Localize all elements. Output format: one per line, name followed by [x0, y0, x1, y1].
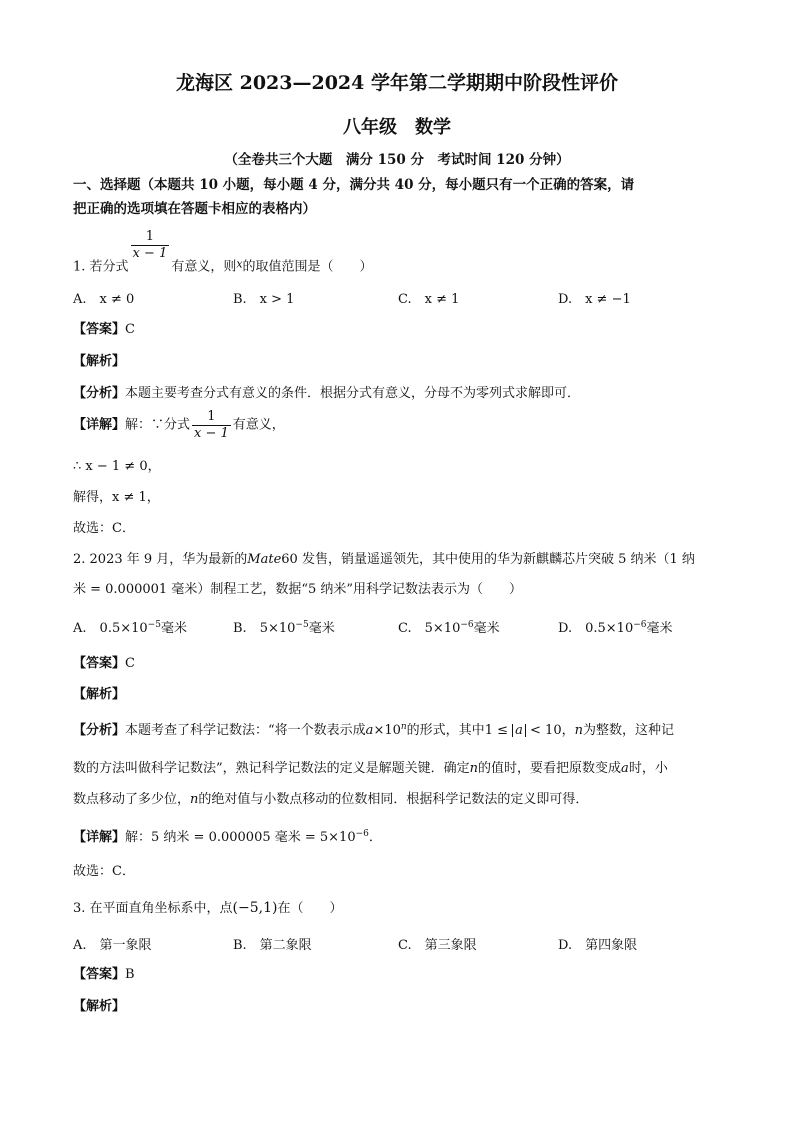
- q2-an1-form-a: a: [365, 723, 374, 738]
- q1-step2: 解得，x ≠ 1，: [73, 490, 160, 505]
- page-subtitle: 八年级 数学: [343, 117, 451, 138]
- q2-an1-ineq-right: < 10: [525, 723, 562, 738]
- q1-answer: C: [125, 322, 135, 337]
- q1-option-b: B. x > 1: [233, 292, 295, 307]
- q2-analysis-line2: [73, 757, 668, 776]
- q2-option-b-exp: −5: [295, 620, 309, 630]
- q1-analysis-label: 【解析】: [73, 354, 126, 369]
- answer-label: 【答案】: [73, 656, 126, 671]
- q3-option-b: B. 第二象限: [233, 938, 312, 953]
- q2-an1-ineq-left: 1 ≤: [484, 723, 513, 738]
- q2-analysis-line3: [73, 788, 588, 807]
- q1-option-a: A. x ≠ 0: [73, 292, 135, 307]
- q1-suffix: 的取值范围是（ ）: [242, 259, 373, 275]
- xiangjie-label: 【详解】: [73, 830, 126, 845]
- q1-analysis-text: 本题主要考查分式有意义的条件．根据分式有意义，分母不为零列式求解即可．: [125, 386, 581, 401]
- q2-option-d: [558, 617, 673, 636]
- q2-option-c-unit: 毫米: [473, 621, 500, 636]
- answer-label: 【答案】: [73, 967, 126, 982]
- q2-an1-a: 本题考查了科学记数法：“将一个数表示成: [125, 723, 366, 738]
- q1-answer-line: [73, 318, 135, 337]
- q3-stem: [73, 897, 342, 916]
- q2-option-b-base: 5×10: [259, 621, 296, 636]
- q1-detail-frac-denominator: x − 1: [194, 425, 229, 441]
- q3-option-a: A. 第一象限: [73, 938, 152, 953]
- q1-frac-denominator: x − 1: [132, 245, 168, 261]
- q2-an2-c: 时，小: [628, 761, 668, 776]
- q2-option-a-exp: −5: [147, 620, 161, 630]
- q2-option-d-base: 0.5×10: [585, 621, 634, 636]
- q3-suffix: 在（ ）: [277, 901, 343, 916]
- q2-line1-prefix: 2. 2023 年 9 月，华为最新的: [73, 552, 248, 567]
- q1-conclusion: 故选：C．: [73, 521, 135, 536]
- q2-an3-a: 数点移动了多少位，: [73, 792, 191, 807]
- q2-detail-line: [73, 826, 382, 845]
- q2-an2-b: 的值时，要看把原数变成: [478, 761, 622, 776]
- q3-answer: B: [125, 967, 135, 982]
- exam-info: （全卷共三个大题 满分 150 分 考试时间 120 分钟）: [224, 152, 570, 168]
- q2-option-d-unit: 毫米: [646, 621, 673, 636]
- q2-option-b-letter: B.: [233, 621, 247, 636]
- q2-an2-a-var: a: [621, 761, 629, 776]
- q1-prefix: 1. 若分式: [73, 259, 129, 275]
- q2-analysis-line1: [73, 719, 674, 738]
- q2-detail-text: 解：5 纳米 = 0.000005 毫米 = 5×10: [125, 830, 356, 845]
- q1-detail-frac-numerator: 1: [192, 410, 231, 426]
- q2-an1-form-times: ×10: [373, 723, 401, 738]
- q2-stem-line2: 米 = 0.000001 毫米）制程工艺，数据“5 纳米”用科学记数法表示为（ ）: [73, 582, 523, 597]
- q2-option-a: [73, 617, 187, 636]
- q1-analysis-line: [73, 382, 580, 401]
- q1-var: x: [236, 257, 243, 271]
- q2-an1-c: ，: [561, 723, 575, 738]
- q3-point: (−5,1): [232, 900, 278, 916]
- section-heading-line1: 一、选择题（本题共 10 小题，每小题 4 分，满分共 40 分，每小题只有一个正确的答案，请: [73, 177, 635, 193]
- q1-detail-suffix: 有意义，: [232, 417, 285, 433]
- q2-detail-exp: −6: [355, 829, 369, 839]
- answer-label: 【答案】: [73, 322, 126, 337]
- q1-frac-numerator: 1: [131, 230, 170, 246]
- q2-an1-form-n: n: [400, 722, 407, 732]
- q1-fraction: [131, 230, 170, 260]
- q2-option-b-unit: 毫米: [308, 621, 335, 636]
- q2-stem-line1: [73, 548, 695, 567]
- question-1-stem: [73, 230, 373, 275]
- q2-answer-line: [73, 652, 135, 671]
- q2-option-c: [398, 617, 500, 636]
- q2-an1-d: 为整数，这种记: [582, 723, 674, 738]
- q3-prefix: 3. 在平面直角坐标系中，点: [73, 901, 233, 916]
- q2-option-d-exp: −6: [633, 620, 647, 630]
- q1-detail-prefix: 解：∵分式: [125, 417, 191, 433]
- q2-an2-a: 数的方法叫做科学记数法”，熟记科学记数法的定义是解题关键．确定: [73, 761, 470, 776]
- q2-option-c-exp: −6: [460, 620, 474, 630]
- q2-answer: C: [125, 656, 135, 671]
- q2-conclusion: 故选：C．: [73, 864, 135, 879]
- q2-option-d-letter: D.: [558, 621, 573, 636]
- q2-option-c-letter: C.: [398, 621, 412, 636]
- q1-detail-line: [73, 410, 285, 440]
- q1-detail-fraction: [192, 410, 231, 440]
- q2-option-a-letter: A.: [73, 621, 87, 636]
- q1-option-c: C. x ≠ 1: [398, 292, 460, 307]
- xiangjie-label: 【详解】: [73, 417, 126, 433]
- q3-answer-line: [73, 963, 135, 982]
- fenxi-label: 【分析】: [73, 723, 126, 738]
- q2-option-a-unit: 毫米: [160, 621, 187, 636]
- q2-mate: Mate: [247, 552, 282, 567]
- q2-an1-b: 的形式，其中: [406, 723, 485, 738]
- q2-line1-suffix: 60 发售，销量遥遥领先，其中使用的华为新麒麟芯片突破 5 纳米（1 纳: [281, 552, 695, 567]
- q2-abs-a: a: [512, 724, 526, 737]
- page-title: 龙海区 2023—2024 学年第二学期期中阶段性评价: [176, 72, 618, 94]
- q2-an3-n: n: [190, 792, 199, 807]
- q2-option-c-base: 5×10: [424, 621, 461, 636]
- section-heading-line2: 把正确的选项填在答题卡相应的表格内）: [73, 201, 316, 217]
- q2-an1-n: n: [574, 723, 583, 738]
- q2-detail-end: ．: [368, 830, 382, 845]
- q2-an2-n: n: [469, 761, 479, 776]
- q1-step1: ∴ x − 1 ≠ 0，: [73, 459, 161, 474]
- q1-option-d: D. x ≠ −1: [558, 292, 631, 307]
- q3-analysis-label: 【解析】: [73, 999, 126, 1014]
- q2-analysis-label: 【解析】: [73, 687, 126, 702]
- q2-an3-b: 的绝对值与小数点移动的位数相同．根据科学记数法的定义即可得．: [198, 792, 589, 807]
- q2-option-a-base: 0.5×10: [99, 621, 148, 636]
- q3-option-c: C. 第三象限: [398, 938, 477, 953]
- fenxi-label: 【分析】: [73, 386, 126, 401]
- q2-option-b: [233, 617, 335, 636]
- q3-option-d: D. 第四象限: [558, 938, 638, 953]
- q1-mid: 有意义，则: [171, 259, 237, 275]
